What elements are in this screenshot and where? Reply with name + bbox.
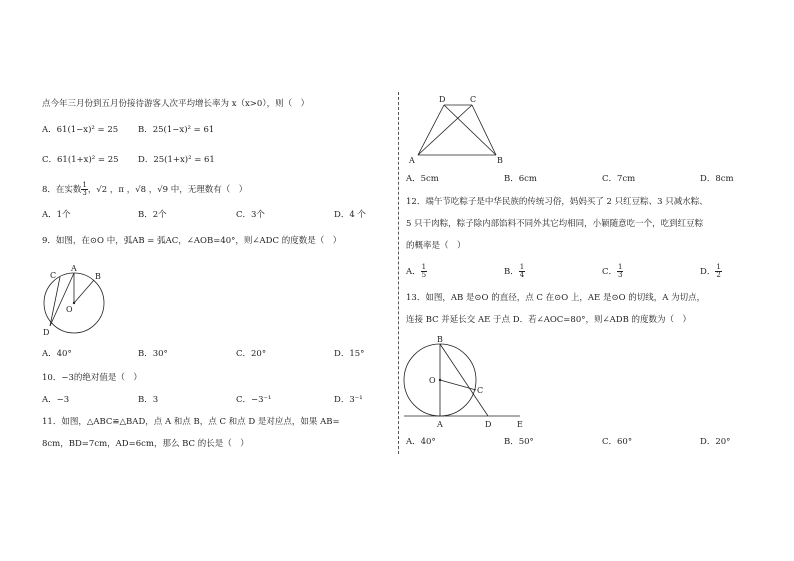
q11-label-a: A [409,156,415,165]
q13-stem-line1: 13．如图，AB 是⊙O 的直径，点 C 在⊙O 上，AE 是⊙O 的切线，A 为切点， [406,293,706,303]
q9-radius-ob [74,280,94,303]
q12-option-c [602,264,623,279]
q9-option-d: D．15° [334,349,365,359]
q13-center-dot [439,379,441,381]
q12-option-a [406,264,427,279]
q8-option-d: D．4 个 [334,210,366,220]
q7-stem: 点今年三月份到五月份接待游客人次平均增长率为 x（x>0），则（ ） [42,99,310,109]
q13-stem-line2: 连接 BC 并延长交 AE 于点 D．若∠AOC=80°，则∠ADB 的度数为（ ） [406,315,692,325]
q12-option-c-letter: C． [602,267,618,277]
q12-option-d-den: 2 [716,271,721,279]
q12-option-b [504,264,525,279]
q12-option-a-num: 1 [421,263,427,271]
q11-segment-cb [472,105,496,155]
q11-option-a: A．5cm [406,174,439,184]
q12-option-b-letter: B． [504,267,519,277]
q13-label-c: C [477,386,484,395]
q10-stem: 10．−3的绝对值是（ ） [42,373,142,383]
q12-option-d [700,264,722,279]
q9-chord-dc [50,277,60,326]
q12-option-a-fraction [421,264,427,279]
q12-option-c-den: 3 [618,271,623,279]
q7-option-d: D．25(1+x)² = 61 [138,155,215,165]
q11-segment-ad [418,105,444,155]
q8-frac-num: 1 [82,181,87,189]
q8-stem-a: 8．在实数 [42,185,82,195]
q10-option-a: A．−3 [42,395,70,405]
q11-stem-line2: 8cm，BD=7cm，AD=6cm，那么 BC 的长是（ ） [42,439,249,449]
q11-triangle-figure [406,95,506,165]
q9-stem: 9．如图，在⊙O 中，弧AB = 弧AC，∠AOB=40°，则∠ADC 的度数是（ ） [42,236,342,246]
q8-option-b: B．2个 [138,210,167,220]
q12-option-c-fraction [617,264,623,279]
q8-option-a: A．1个 [42,210,71,220]
q13-radius-oc [440,380,476,390]
q12-option-b-den: 4 [519,271,525,279]
q11-segment-ac [418,105,472,155]
q12-option-d-letter: D． [700,267,716,277]
q13-option-c: C．60° [602,437,633,447]
q13-label-d: D [485,420,492,429]
q12-option-d-num: 1 [716,263,721,271]
q11-label-c: C [470,95,477,104]
q11-label-b: B [497,156,503,165]
q7-option-c: C．61(1+x)² = 25 [42,155,119,165]
q7-option-b: B．25(1−x)² = 61 [138,125,215,135]
q9-option-c: C．20° [236,349,267,359]
q12-option-a-letter: A． [406,267,421,277]
q12-option-c-num: 1 [618,263,623,271]
q13-option-d: D．20° [700,437,731,447]
q9-center-dot [73,302,75,304]
q13-option-a: A．40° [406,437,436,447]
q9-circle-figure [38,262,118,342]
q11-segment-db [444,105,496,155]
q9-label-c: C [50,271,57,280]
q10-option-d: D．3⁻¹ [334,395,363,405]
q13-option-b: B．50° [504,437,534,447]
q13-label-e: E [517,420,523,429]
q13-label-o: O [429,376,436,385]
q12-option-b-fraction [519,264,525,279]
q12-option-a-den: 5 [421,271,427,279]
q10-option-c: C．−3⁻¹ [236,395,272,405]
q13-label-a: A [437,420,443,429]
q12-option-d-fraction [715,264,721,279]
q11-option-c: C．7cm [602,174,636,184]
q9-option-a: A．40° [42,349,72,359]
q8-option-c: C．3个 [236,210,265,220]
q12-option-b-num: 1 [519,263,525,271]
q11-label-d: D [439,95,446,104]
q12-stem-line1: 12．端午节吃粽子是中华民族的传统习俗，妈妈买了 2 只红豆粽、3 只减水粽、 [406,197,708,207]
q9-label-o: O [66,305,73,314]
q9-option-b: B．30° [138,349,168,359]
q11-stem-line1: 11．如图，△ABC≌△BAD，点 A 和点 B，点 C 和点 D 是对应点，如果 AB= [42,417,340,427]
q10-option-b: B．3 [138,395,159,405]
q9-label-b: B [95,272,101,281]
column-divider [398,92,399,454]
q9-label-d: D [43,328,50,337]
q13-circle-figure [402,334,532,429]
q12-stem-line3: 的概率是（ ） [406,241,466,251]
q13-segment-bd [440,344,488,416]
q9-label-a: A [71,264,77,273]
q8-stem [42,182,247,197]
q13-label-b: B [437,335,443,344]
q12-stem-line2: 5 只干肉粽，粽子除内部馅料不同外其它均相同，小颖随意吃一个，吃到红豆粽 [406,219,704,229]
q11-option-b: B．6cm [504,174,537,184]
q7-option-a: A．61(1−x)² = 25 [42,125,119,135]
q8-frac-den: 3 [82,189,87,197]
q11-option-d: D．8cm [700,174,734,184]
q8-stem-b: ，√2 ，π ，√8 ，√9 中，无理数有（ ） [87,185,248,195]
